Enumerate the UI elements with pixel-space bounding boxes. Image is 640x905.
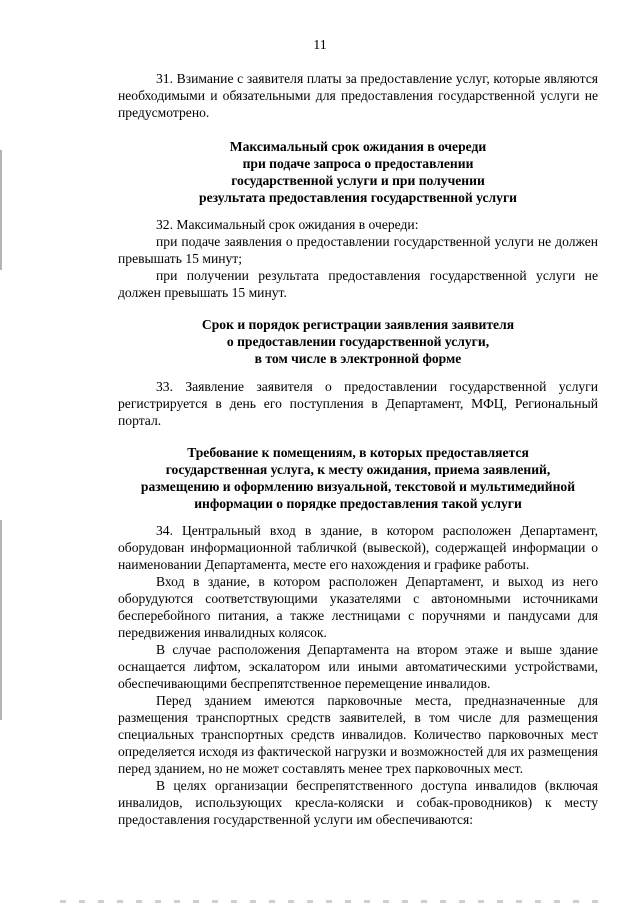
page-number: 11 [313, 38, 327, 53]
heading-line: государственная услуга, к месту ожидания, приема заявлений, [165, 462, 551, 477]
heading-line: при подаче запроса о предоставлении [242, 156, 474, 171]
paragraph-34-elevator: В случае расположения Департамента на втором этаже и выше здание оснащается лифтом, эскалатором или иными автоматическими устройствами, обеспечивающими беспрепятственное перемещение инвалидов. [118, 642, 598, 691]
scan-bottom-artifact [60, 900, 600, 903]
scan-edge-artifact [0, 520, 2, 720]
heading-line: в том числе в электронной форме [254, 351, 462, 366]
paragraph-32: 32. Максимальный срок ожидания в очереди: [156, 217, 419, 232]
heading-line: Требование к помещениям, в которых предоставляется [187, 445, 529, 460]
section-32 [118, 216, 598, 301]
heading-line: о предоставлении государственной услуги, [226, 334, 490, 349]
heading-line: результата предоставления государственной услуги [199, 190, 517, 205]
heading-line: государственной услуги и при получении [231, 173, 485, 188]
heading-line: Срок и порядок регистрации заявления заявителя [201, 317, 515, 332]
heading-line: Максимальный срок ожидания в очереди [229, 139, 487, 154]
heading-max-wait-time [118, 138, 598, 206]
heading-line: размещению и оформлению визуальной, текстовой и мультимедийной [140, 479, 576, 494]
section-34 [118, 522, 598, 828]
paragraph-34-entrance: Вход в здание, в котором расположен Департамент, и выход из него оборудуются соответствующими указателями с автономными источниками бесперебойного питания, а также лестницами с поручнями и пандусами для передвижения инвалидных колясок. [118, 574, 598, 640]
paragraph-33: 33. Заявление заявителя о предоставлении государственной услуги регистрируется в день его поступления в Департамент, МФЦ, Региональный портал. [118, 379, 598, 428]
paragraph-32-submission: при подаче заявления о предоставлении государственной услуги не должен превышать 15 минут; [118, 234, 598, 266]
paragraph-32-result: при получении результата предоставления государственной услуги не должен превышать 15 минут. [118, 268, 598, 300]
paragraph-31: 31. Взимание с заявителя платы за предоставление услуг, которые являются необходимыми и обязательными для предоставления государственной услуги не предусмотрено. [118, 71, 598, 120]
paragraph-34: 34. Центральный вход в здание, в котором расположен Департамент, оборудован информационной табличкой (вывеской), содержащей информации о наименовании Департамента, месте его нахождения и графике работы. [118, 523, 598, 572]
paragraph-34-accessibility: В целях организации беспрепятственного доступа инвалидов (включая инвалидов, использующих кресла-коляски и собак-проводников) к месту предоставления государственной услуги им обеспечиваются: [118, 778, 598, 827]
section-31 [118, 70, 598, 121]
heading-line: информации о порядке предоставления такой услуги [194, 496, 522, 511]
paragraph-34-parking: Перед зданием имеются парковочные места, предназначенные для размещения транспортных средств заявителей, в том числе для размещения специальных транспортных средств инвалидов. Количество парковочных мест определяется исходя из фактической нагрузки и возможностей для их размещения перед зданием, но не может составлять менее трех парковочных мест. [118, 693, 598, 776]
heading-premises-requirements [118, 444, 598, 512]
scan-edge-artifact [0, 150, 2, 270]
heading-registration [118, 316, 598, 367]
section-33 [118, 378, 598, 429]
